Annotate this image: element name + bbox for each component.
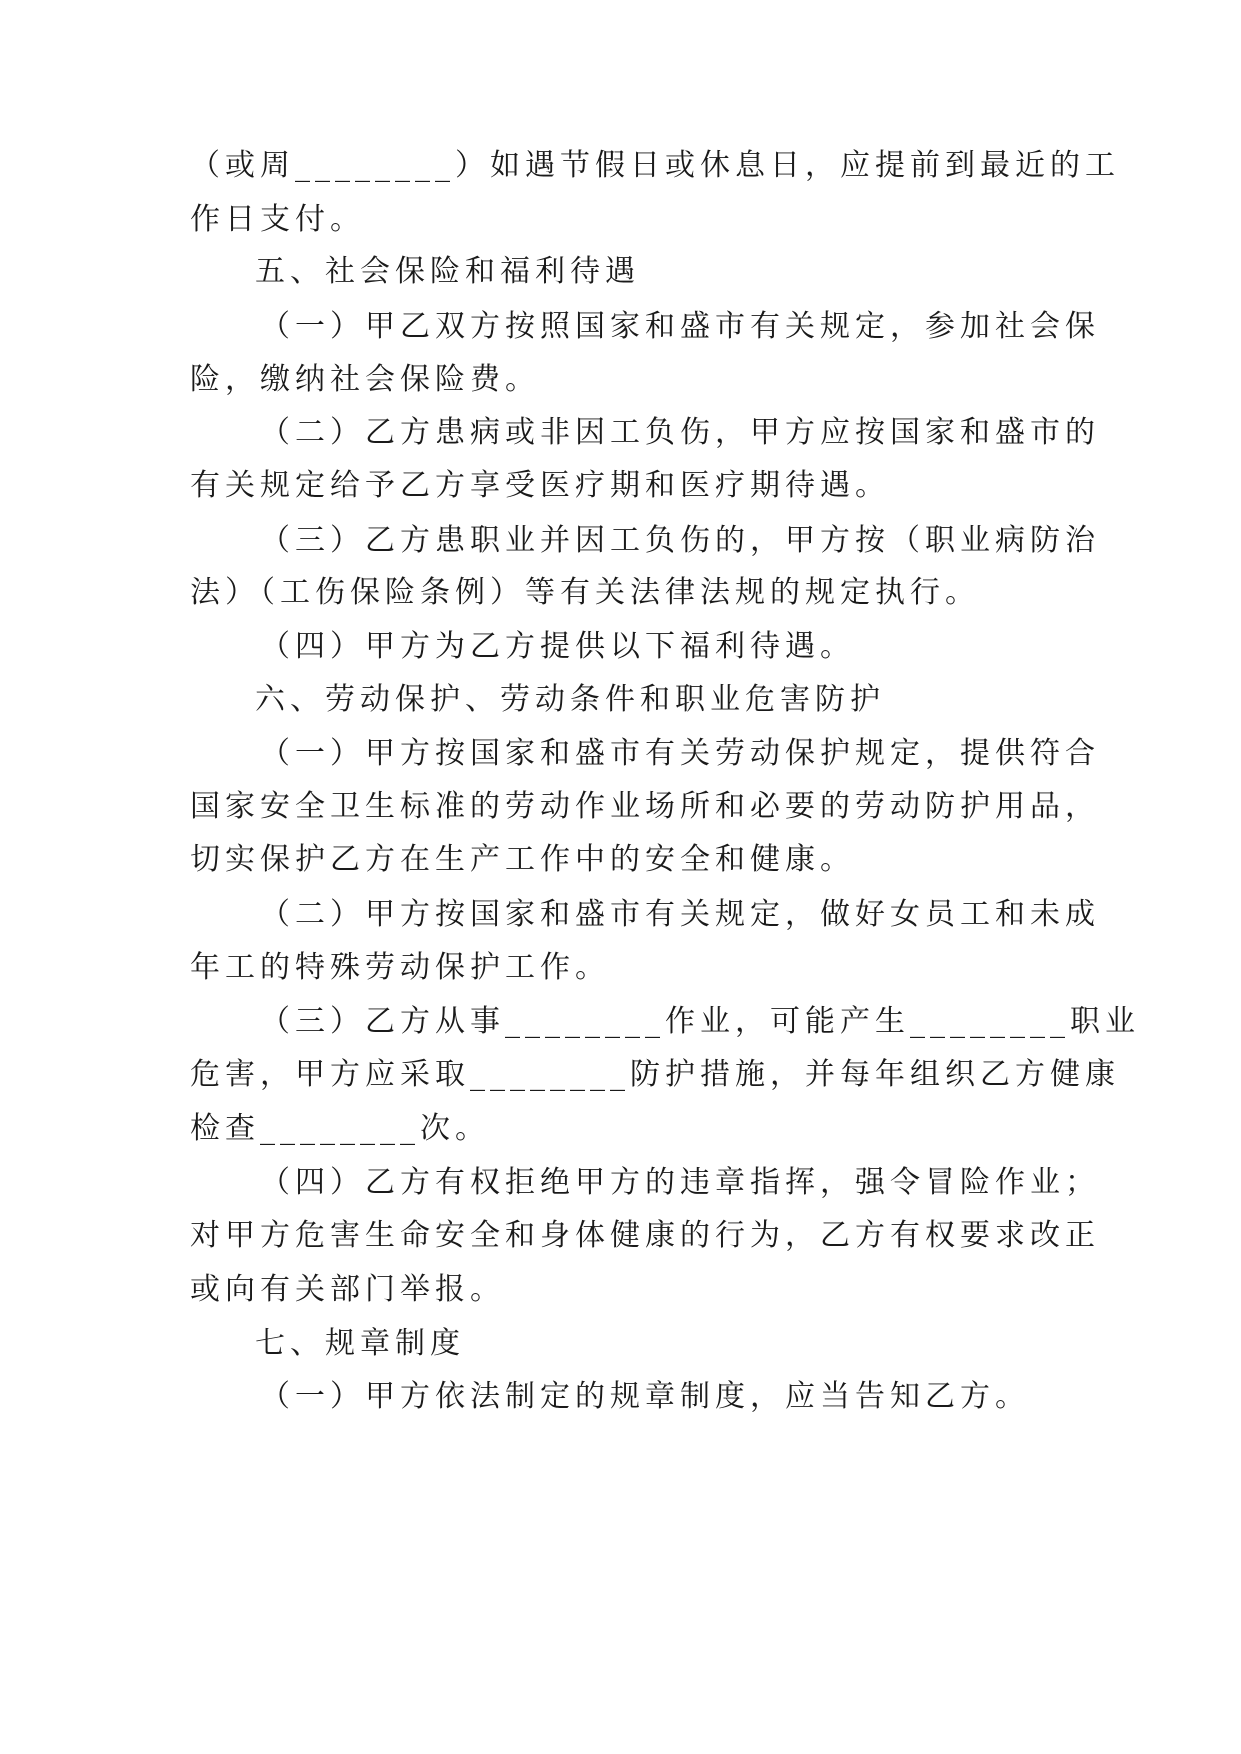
paragraph-line: 年工的特殊劳动保护工作。	[190, 950, 610, 985]
paragraph-line: 有关规定给予乙方享受医疗期和医疗期待遇。	[190, 468, 890, 503]
paragraph-line: 切实保护乙方在生产工作中的安全和健康。	[190, 842, 855, 877]
section-heading-7: 七、规章制度	[255, 1326, 465, 1361]
paragraph-line: 对甲方危害生命安全和身体健康的行为，乙方有权要求改正	[190, 1218, 1100, 1253]
section-heading-6: 六、劳动保护、劳动条件和职业危害防护	[255, 682, 885, 717]
paragraph-line: 险，缴纳社会保险费。	[190, 362, 540, 397]
section-heading-5: 五、社会保险和福利待遇	[255, 254, 640, 289]
paragraph-line: （一）甲方按国家和盛市有关劳动保护规定，提供符合	[260, 736, 1100, 771]
paragraph-line: （或周________）如遇节假日或休息日，应提前到最近的工	[190, 148, 1120, 183]
paragraph-line: （三）乙方患职业并因工负伤的，甲方按（职业病防治	[260, 523, 1100, 558]
paragraph-line: （一）甲乙双方按照国家和盛市有关规定，参加社会保	[260, 309, 1100, 344]
paragraph-line: （二）甲方按国家和盛市有关规定，做好女员工和未成	[260, 897, 1100, 932]
paragraph-line: 国家安全卫生标准的劳动作业场所和必要的劳动防护用品，	[190, 789, 1100, 824]
paragraph-line: 或向有关部门举报。	[190, 1272, 505, 1307]
paragraph-line: （二）乙方患病或非因工负伤，甲方应按国家和盛市的	[260, 415, 1100, 450]
paragraph-line: 危害，甲方应采取________防护措施，并每年组织乙方健康	[190, 1057, 1120, 1092]
paragraph-line: 作日支付。	[190, 202, 365, 237]
paragraph-line: （四）甲方为乙方提供以下福利待遇。	[260, 629, 855, 664]
paragraph-line: 法）（工伤保险条例）等有关法律法规的规定执行。	[190, 575, 980, 610]
paragraph-line: （三）乙方从事________作业，可能产生________职业	[260, 1004, 1140, 1039]
paragraph-line: （四）乙方有权拒绝甲方的违章指挥，强令冒险作业；	[260, 1165, 1100, 1200]
paragraph-line: （一）甲方依法制定的规章制度，应当告知乙方。	[260, 1379, 1030, 1414]
paragraph-line: 检查________次。	[190, 1111, 490, 1146]
